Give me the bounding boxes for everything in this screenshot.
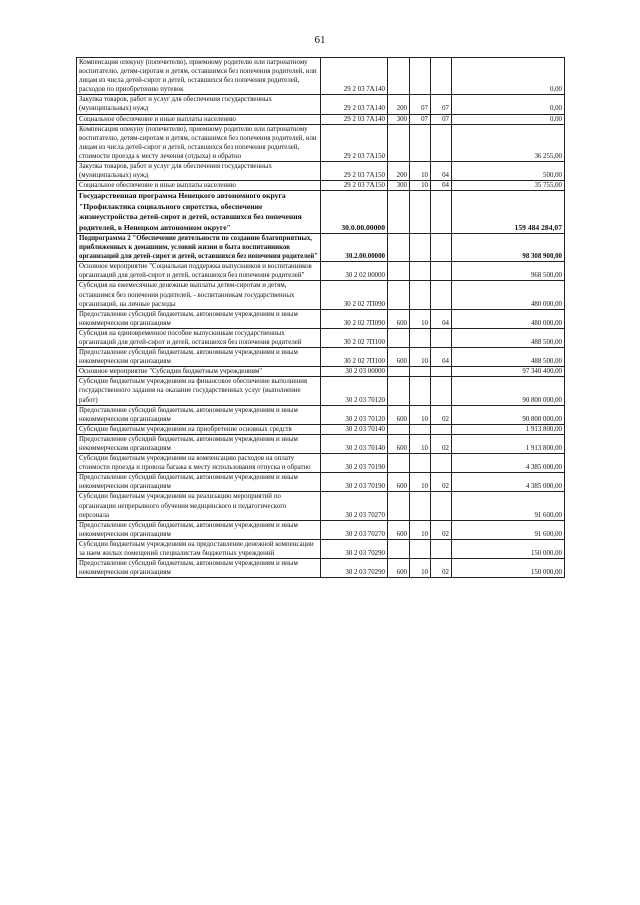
row-code-cell: 30 2 03 70140 [321,434,388,453]
row-name-cell: Субсидии бюджетным учреждениям на компенсацию расходов на оплату стоимости проезда и провоза багажа к месту использования отпуска и обратно [77,454,321,473]
row-amount-cell: 91 600,00 [452,520,565,539]
row-name-cell: Предоставление субсидий бюджетным, автономным учреждениям и иным некоммерческим организациям [77,309,321,328]
row-subsection-cell: 02 [431,473,452,492]
row-subsection-cell: 04 [431,162,452,181]
row-code-cell: 29 2 03 7А140 [321,95,388,114]
row-subsection-cell [431,328,452,347]
row-section-cell [410,367,431,377]
row-subsection-cell [431,424,452,434]
row-name-cell: Компенсация опекуну (попечителю), приемному родителю или патронатному воспитателю, детям-сиротам и детям, оставшимся без попечения родителей, или лицам из числа детей-сирот и детей, оставшихся без попечения родителей, стоимости проезда к месту лечения (отдыха) и обратно [77,124,321,161]
row-code-cell: 30 2 03 70270 [321,492,388,520]
table-row [77,367,565,377]
table-row [77,162,565,181]
row-amount-cell: 0,00 [452,95,565,114]
row-code-cell: 29 2 03 7А150 [321,162,388,181]
table-row [77,95,565,114]
row-amount-cell: 97 340 400,00 [452,367,565,377]
row-section-cell [410,424,431,434]
row-section-cell: 07 [410,95,431,114]
table-row [77,539,565,558]
row-amount-cell: 4 385 000,00 [452,454,565,473]
table-row [77,454,565,473]
row-code-cell: 30 2 03 70120 [321,377,388,405]
row-expense-type-cell [388,454,410,473]
table-row [77,424,565,434]
row-amount-cell: 4 385 000,00 [452,473,565,492]
row-subsection-cell: 04 [431,309,452,328]
row-section-cell: 10 [410,520,431,539]
row-amount-cell: 91 600,00 [452,492,565,520]
table-row [77,124,565,161]
row-section-cell: 10 [410,434,431,453]
row-expense-type-cell: 600 [388,405,410,424]
row-subsection-cell [431,233,452,261]
row-code-cell: 30 2 03 70290 [321,559,388,578]
row-name-cell: Социальное обеспечение и иные выплаты населению [77,114,321,124]
budget-table [76,57,565,578]
table-row [77,520,565,539]
table-row [77,328,565,347]
row-name-cell: Компенсация опекуну (попечителю), приемному родителю или патронатному воспитателю, детям-сиротам и детям, оставшимся без попечения родителей, или лицам из числа детей-сирот и детей, оставшихся без попечения родителей, расходов по приобретению путевок [77,58,321,95]
row-code-cell: 30 2 03 70190 [321,473,388,492]
row-expense-type-cell [388,367,410,377]
row-subsection-cell: 04 [431,348,452,367]
page-number: 61 [314,34,326,46]
row-code-cell: 30 2 02 7П100 [321,348,388,367]
row-expense-type-cell [388,262,410,281]
row-section-cell [410,492,431,520]
row-amount-cell: 488 500,00 [452,328,565,347]
row-code-cell: 30 2 03 70270 [321,520,388,539]
row-name-cell: Основное мероприятие "Субсидии бюджетным учреждениям" [77,367,321,377]
row-amount-cell: 150 000,00 [452,539,565,558]
row-amount-cell: 35 755,00 [452,181,565,191]
row-subsection-cell [431,539,452,558]
row-name-cell: Государственная программа Ненецкого автономного округа "Профилактика социального сиротства, обеспечение жизнеустройства детей-сирот и детей, оставшихся без попечения родителей, в Ненецком автономном округе" [77,191,321,234]
row-subsection-cell [431,191,452,234]
row-amount-cell: 90 800 000,00 [452,377,565,405]
row-subsection-cell: 02 [431,405,452,424]
row-name-cell: Предоставление субсидий бюджетным, автономным учреждениям и иным некоммерческим организациям [77,434,321,453]
table-row [77,473,565,492]
row-amount-cell: 36 255,00 [452,124,565,161]
row-section-cell: 10 [410,162,431,181]
row-amount-cell: 0,00 [452,114,565,124]
table-row [77,405,565,424]
table-row [77,434,565,453]
row-section-cell [410,124,431,161]
table-row [77,377,565,405]
table-row [77,309,565,328]
row-name-cell: Подпрограмма 2 "Обеспечение деятельности по созданию благоприятных, приближенных к домашним, условий жизни и быта воспитанников организаций для детей-сирот и детей, оставшихся без попечения родителей" [77,233,321,261]
row-amount-cell: 480 000,00 [452,309,565,328]
row-section-cell: 10 [410,348,431,367]
row-subsection-cell: 02 [431,559,452,578]
table-row [77,559,565,578]
row-expense-type-cell [388,124,410,161]
row-name-cell: Социальное обеспечение и иные выплаты населению [77,181,321,191]
row-expense-type-cell: 600 [388,559,410,578]
row-expense-type-cell [388,281,410,309]
row-expense-type-cell: 600 [388,520,410,539]
row-subsection-cell [431,492,452,520]
row-expense-type-cell: 300 [388,114,410,124]
row-subsection-cell [431,58,452,95]
table-row [77,262,565,281]
row-subsection-cell [431,377,452,405]
row-section-cell [410,454,431,473]
row-section-cell [410,233,431,261]
row-code-cell: 30 2 03 70120 [321,405,388,424]
row-name-cell: Предоставление субсидий бюджетным, автономным учреждениям и иным некоммерческим организациям [77,559,321,578]
row-subsection-cell [431,454,452,473]
row-expense-type-cell [388,233,410,261]
row-section-cell [410,377,431,405]
row-expense-type-cell: 600 [388,434,410,453]
row-section-cell: 10 [410,405,431,424]
row-code-cell: 30 2 03 70190 [321,454,388,473]
table-row [77,181,565,191]
row-amount-cell: 1 913 800,00 [452,434,565,453]
row-section-cell: 07 [410,114,431,124]
row-expense-type-cell: 600 [388,473,410,492]
row-code-cell: 29 2 03 7А140 [321,58,388,95]
table-row [77,191,565,234]
row-expense-type-cell [388,539,410,558]
row-amount-cell: 159 484 284,07 [452,191,565,234]
row-amount-cell: 0,00 [452,58,565,95]
row-code-cell: 30.2.00.00000 [321,233,388,261]
row-code-cell: 30 2 03 70290 [321,539,388,558]
row-subsection-cell [431,367,452,377]
row-section-cell [410,191,431,234]
row-section-cell [410,281,431,309]
row-expense-type-cell [388,328,410,347]
row-expense-type-cell: 200 [388,95,410,114]
row-section-cell: 10 [410,559,431,578]
row-name-cell: Закупка товаров, работ и услуг для обеспечения государственных (муниципальных) нужд [77,162,321,181]
row-expense-type-cell: 300 [388,181,410,191]
row-subsection-cell: 04 [431,181,452,191]
row-name-cell: Предоставление субсидий бюджетным, автономным учреждениям и иным некоммерческим организациям [77,473,321,492]
row-amount-cell: 488 500,00 [452,348,565,367]
row-code-cell: 30 2 02 7П090 [321,281,388,309]
row-section-cell [410,58,431,95]
budget-table-body [77,58,565,578]
row-expense-type-cell: 200 [388,162,410,181]
table-row [77,281,565,309]
row-name-cell: Субсидия на единовременное пособие выпускникам государственных организаций для детей-сирот и детей, оставшихся без попечения родителей [77,328,321,347]
row-name-cell: Предоставление субсидий бюджетным, автономным учреждениям и иным некоммерческим организациям [77,520,321,539]
row-name-cell: Субсидии бюджетным учреждениям на предоставление денежной компенсации за наем жилых помещений специалистам бюджетных учреждений [77,539,321,558]
row-expense-type-cell [388,191,410,234]
row-expense-type-cell: 600 [388,348,410,367]
row-name-cell: Предоставление субсидий бюджетным, автономным учреждениям и иным некоммерческим организациям [77,405,321,424]
row-amount-cell: 90 800 000,00 [452,405,565,424]
row-section-cell: 10 [410,181,431,191]
row-section-cell: 10 [410,473,431,492]
row-code-cell: 30 2 03 00000 [321,367,388,377]
row-name-cell: Субсидия на ежемесячные денежные выплаты детям-сиротам и детям, оставшимся без попечения родителей, - воспитанникам государственных организаций, на личные расходы [77,281,321,309]
row-code-cell: 30 2 02 7П100 [321,328,388,347]
table-row [77,233,565,261]
table-row [77,348,565,367]
row-subsection-cell [431,262,452,281]
row-expense-type-cell [388,492,410,520]
row-name-cell: Предоставление субсидий бюджетным, автономным учреждениям и иным некоммерческим организациям [77,348,321,367]
table-row [77,492,565,520]
row-code-cell: 30 2 03 70140 [321,424,388,434]
row-expense-type-cell [388,424,410,434]
row-name-cell: Субсидии бюджетным учреждениям на приобретение основных средств [77,424,321,434]
row-name-cell: Субсидии бюджетным учреждениям на реализацию мероприятий по организации непрерывного обучения медицинского и педагогического персонала [77,492,321,520]
row-code-cell: 30.0.00.00000 [321,191,388,234]
row-code-cell: 30 2 02 00000 [321,262,388,281]
row-expense-type-cell: 600 [388,309,410,328]
row-section-cell [410,262,431,281]
table-row [77,114,565,124]
row-amount-cell: 968 500,00 [452,262,565,281]
row-amount-cell: 150 000,00 [452,559,565,578]
row-amount-cell: 500,00 [452,162,565,181]
row-subsection-cell [431,124,452,161]
row-amount-cell: 98 308 900,00 [452,233,565,261]
row-subsection-cell: 07 [431,114,452,124]
row-subsection-cell: 07 [431,95,452,114]
row-name-cell: Основное мероприятие "Социальная поддержка выпускников и воспитанников организаций для детей-сирот и детей, оставшихся без попечения родителей" [77,262,321,281]
row-subsection-cell [431,281,452,309]
row-name-cell: Субсидии бюджетным учреждениям на финансовое обеспечение выполнения государственного задания на оказание государственных услуг (выполнение работ) [77,377,321,405]
row-code-cell: 29 2 03 7А150 [321,181,388,191]
row-section-cell [410,539,431,558]
row-subsection-cell: 02 [431,520,452,539]
row-expense-type-cell [388,58,410,95]
row-subsection-cell: 02 [431,434,452,453]
row-code-cell: 29 2 03 7А150 [321,124,388,161]
row-code-cell: 29 2 03 7А140 [321,114,388,124]
row-amount-cell: 1 913 800,00 [452,424,565,434]
row-section-cell: 10 [410,309,431,328]
row-name-cell: Закупка товаров, работ и услуг для обеспечения государственных (муниципальных) нужд [77,95,321,114]
row-expense-type-cell [388,377,410,405]
row-section-cell [410,328,431,347]
row-amount-cell: 480 000,00 [452,281,565,309]
row-code-cell: 30 2 02 7П090 [321,309,388,328]
table-row [77,58,565,95]
